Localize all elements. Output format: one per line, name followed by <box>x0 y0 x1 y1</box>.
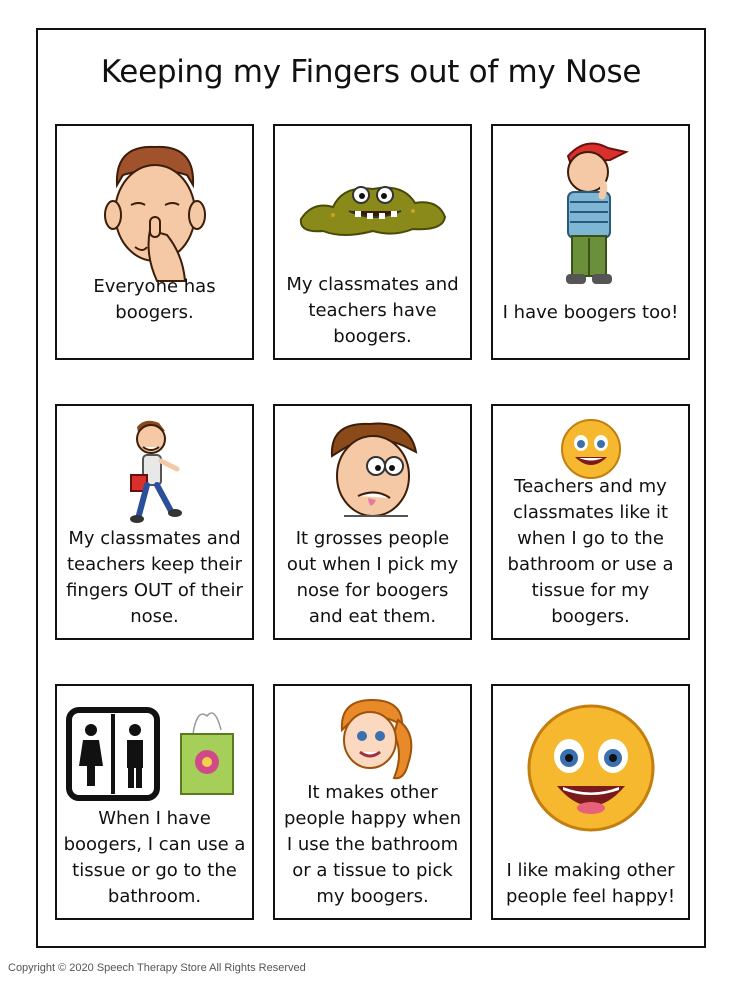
card-caption: It grosses people out when I pick my nose for boogers and eat them. <box>286 528 459 627</box>
card-caption: When I have boogers, I can use a tissue or go to the bathroom. <box>63 808 246 907</box>
grossed-out-boy-icon <box>318 416 428 526</box>
restroom-sign-and-tissue-box-icon <box>65 704 245 804</box>
card-grosses-people-out <box>273 404 472 640</box>
card-i-have-boogers <box>491 124 690 360</box>
card-caption: Everyone has boogers. <box>93 276 216 323</box>
card-caption: I like making other people feel happy! <box>505 860 676 907</box>
card-makes-people-happy <box>273 684 472 920</box>
card-caption: My classmates and teachers have boogers. <box>286 274 459 347</box>
card-teachers-like-it <box>491 404 690 640</box>
booger-monster-icon <box>293 171 453 241</box>
big-smiley-face-icon <box>523 700 659 836</box>
copyright-footer: Copyright © 2020 Speech Therapy Store All Rights Reserved <box>8 962 306 974</box>
smiley-face-icon <box>559 417 623 481</box>
card-use-tissue-or-bathroom <box>55 684 254 920</box>
boy-picking-nose-icon <box>95 135 215 285</box>
card-everyone-has-boogers <box>55 124 254 360</box>
smiling-girl-icon <box>328 694 418 784</box>
worksheet-frame <box>36 28 706 948</box>
page-title: Keeping my Fingers out of my Nose <box>100 54 642 90</box>
walking-student-icon <box>115 417 195 527</box>
card-classmates-have-boogers <box>273 124 472 360</box>
card-caption: It makes other people happy when I use the bathroom or a tissue to pick my boogers. <box>283 782 461 907</box>
card-caption: I have boogers too! <box>502 302 679 323</box>
card-i-like-making-people-happy <box>491 684 690 920</box>
card-caption: Teachers and my classmates like it when I go to the bathroom or use a tissue for my boogers. <box>507 476 674 627</box>
card-caption: My classmates and teachers keep their fingers OUT of their nose. <box>66 528 243 627</box>
boy-red-cap-icon <box>546 134 636 294</box>
card-classmates-keep-fingers-out <box>55 404 254 640</box>
